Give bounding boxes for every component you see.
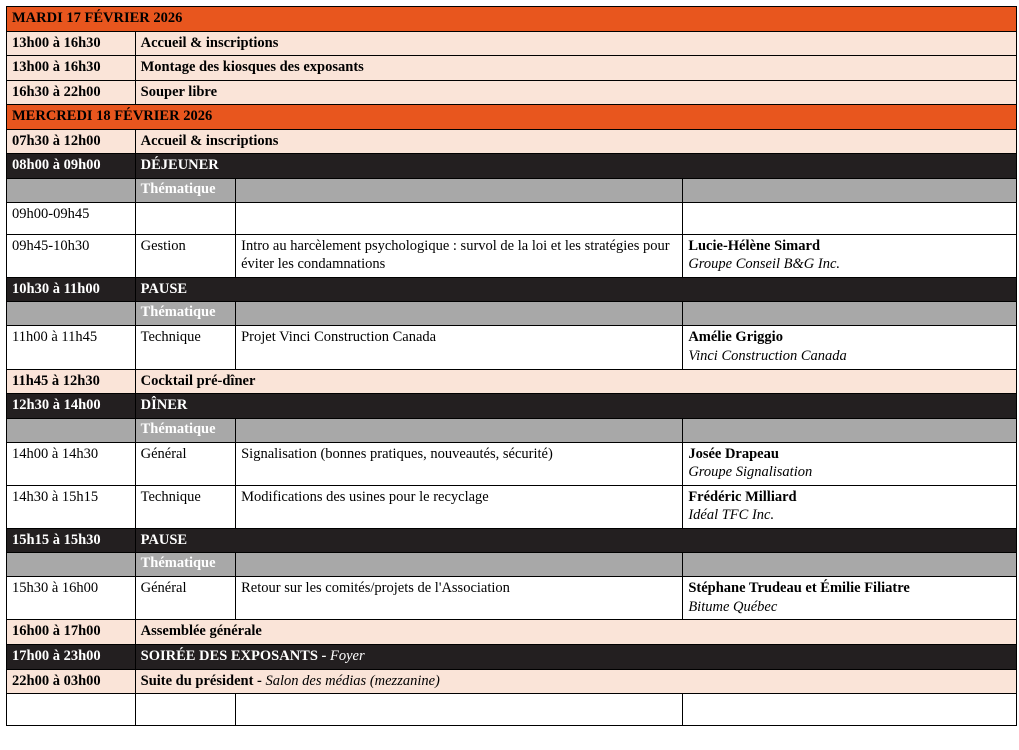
meal-row bbox=[7, 277, 1017, 302]
time-cell: 11h00 à 11h45 bbox=[7, 326, 136, 369]
header-blank-cell bbox=[236, 553, 683, 577]
activity-label bbox=[135, 645, 1016, 670]
presenter-name: Josée Drapeau bbox=[688, 445, 779, 462]
presenter-name: Amélie Griggio bbox=[688, 329, 783, 346]
header-blank-cell bbox=[683, 302, 1017, 326]
header-blank-cell bbox=[683, 553, 1017, 577]
activity-label: Assemblée générale bbox=[135, 620, 1016, 645]
activity-label-text: SOIRÉE DES EXPOSANTS - bbox=[140, 648, 330, 665]
break-row bbox=[7, 129, 1017, 154]
presenter-name: Stéphane Trudeau et Émilie Filiatre bbox=[688, 580, 910, 597]
spacer-cell bbox=[236, 694, 683, 726]
break-row bbox=[7, 669, 1017, 694]
session-row bbox=[7, 234, 1017, 277]
time-cell: 12h30 à 14h00 bbox=[7, 394, 136, 419]
presenter-cell bbox=[683, 202, 1017, 234]
activity-label: Souper libre bbox=[135, 80, 1016, 105]
theme-cell: Gestion bbox=[135, 234, 235, 277]
thematique-header: Thématique bbox=[135, 418, 235, 442]
time-cell: 11h45 à 12h30 bbox=[7, 369, 136, 394]
thematique-header: Thématique bbox=[135, 553, 235, 577]
break-row bbox=[7, 620, 1017, 645]
activity-label: DÎNER bbox=[135, 394, 1016, 419]
activity-label bbox=[135, 669, 1016, 694]
day-header-label: MERCREDI 18 FÉVRIER 2026 bbox=[7, 105, 1017, 130]
header-blank-cell bbox=[7, 178, 136, 202]
activity-label: Accueil & inscriptions bbox=[135, 31, 1016, 56]
activity-label: Cocktail pré-dîner bbox=[135, 369, 1016, 394]
presenter-cell bbox=[683, 326, 1017, 369]
header-blank-cell bbox=[236, 418, 683, 442]
time-cell: 13h00 à 16h30 bbox=[7, 56, 136, 81]
schedule-body bbox=[7, 7, 1017, 726]
session-row bbox=[7, 442, 1017, 485]
break-row bbox=[7, 80, 1017, 105]
session-row bbox=[7, 202, 1017, 234]
time-cell: 14h30 à 15h15 bbox=[7, 485, 136, 528]
description-cell bbox=[236, 202, 683, 234]
spacer-row bbox=[7, 694, 1017, 726]
time-cell: 15h30 à 16h00 bbox=[7, 577, 136, 620]
session-row bbox=[7, 577, 1017, 620]
time-cell: 07h30 à 12h00 bbox=[7, 129, 136, 154]
day-header-row bbox=[7, 105, 1017, 130]
presenter-cell bbox=[683, 577, 1017, 620]
description-cell: Intro au harcèlement psychologique : survol de la loi et les stratégies pour éviter les condamnations bbox=[236, 234, 683, 277]
presenter-name: Lucie-Hélène Simard bbox=[688, 237, 821, 254]
activity-label-text: Suite du président - bbox=[140, 672, 266, 689]
description-cell: Modifications des usines pour le recyclage bbox=[236, 485, 683, 528]
time-cell: 16h00 à 17h00 bbox=[7, 620, 136, 645]
section-header-row bbox=[7, 302, 1017, 326]
time-cell bbox=[7, 694, 136, 726]
meal-row bbox=[7, 645, 1017, 670]
activity-location: Foyer bbox=[329, 648, 365, 665]
theme-cell bbox=[135, 202, 235, 234]
time-cell: 14h00 à 14h30 bbox=[7, 442, 136, 485]
meal-row bbox=[7, 394, 1017, 419]
day-header-row bbox=[7, 7, 1017, 32]
thematique-header: Thématique bbox=[135, 302, 235, 326]
presenter-cell bbox=[683, 234, 1017, 277]
presenter-organization: Idéal TFC Inc. bbox=[688, 507, 775, 524]
theme-cell: Technique bbox=[135, 326, 235, 369]
session-row bbox=[7, 326, 1017, 369]
time-cell: 13h00 à 16h30 bbox=[7, 31, 136, 56]
section-header-row bbox=[7, 178, 1017, 202]
time-cell: 15h15 à 15h30 bbox=[7, 528, 136, 553]
theme-cell: Technique bbox=[135, 485, 235, 528]
presenter-organization: Groupe Signalisation bbox=[688, 464, 813, 481]
break-row bbox=[7, 31, 1017, 56]
header-blank-cell bbox=[7, 553, 136, 577]
activity-label: PAUSE bbox=[135, 528, 1016, 553]
meal-row bbox=[7, 154, 1017, 179]
thematique-header: Thématique bbox=[135, 178, 235, 202]
spacer-cell bbox=[683, 694, 1017, 726]
time-cell: 16h30 à 22h00 bbox=[7, 80, 136, 105]
activity-label: Montage des kiosques des exposants bbox=[135, 56, 1016, 81]
header-blank-cell bbox=[236, 178, 683, 202]
activity-label: DÉJEUNER bbox=[135, 154, 1016, 179]
activity-label: PAUSE bbox=[135, 277, 1016, 302]
time-cell: 22h00 à 03h00 bbox=[7, 669, 136, 694]
day-header-label: MARDI 17 FÉVRIER 2026 bbox=[7, 7, 1017, 32]
time-cell: 10h30 à 11h00 bbox=[7, 277, 136, 302]
header-blank-cell bbox=[236, 302, 683, 326]
presenter-organization: Vinci Construction Canada bbox=[688, 348, 847, 365]
header-blank-cell bbox=[683, 418, 1017, 442]
time-cell: 09h45-10h30 bbox=[7, 234, 136, 277]
theme-cell: Général bbox=[135, 577, 235, 620]
time-cell: 09h00-09h45 bbox=[7, 202, 136, 234]
section-header-row bbox=[7, 418, 1017, 442]
activity-label: Accueil & inscriptions bbox=[135, 129, 1016, 154]
activity-location: Salon des médias (mezzanine) bbox=[265, 672, 440, 689]
break-row bbox=[7, 56, 1017, 81]
presenter-cell bbox=[683, 485, 1017, 528]
header-blank-cell bbox=[7, 418, 136, 442]
presenter-organization: Bitume Québec bbox=[688, 598, 778, 615]
presenter-cell bbox=[683, 442, 1017, 485]
presenter-organization: Groupe Conseil B&G Inc. bbox=[688, 256, 841, 273]
description-cell: Projet Vinci Construction Canada bbox=[236, 326, 683, 369]
schedule-table bbox=[6, 6, 1017, 726]
session-row bbox=[7, 485, 1017, 528]
description-cell: Retour sur les comités/projets de l'Association bbox=[236, 577, 683, 620]
header-blank-cell bbox=[683, 178, 1017, 202]
time-cell: 17h00 à 23h00 bbox=[7, 645, 136, 670]
description-cell: Signalisation (bonnes pratiques, nouveautés, sécurité) bbox=[236, 442, 683, 485]
header-blank-cell bbox=[7, 302, 136, 326]
presenter-name: Frédéric Milliard bbox=[688, 488, 797, 505]
break-row bbox=[7, 369, 1017, 394]
meal-row bbox=[7, 528, 1017, 553]
spacer-cell bbox=[135, 694, 235, 726]
section-header-row bbox=[7, 553, 1017, 577]
theme-cell: Général bbox=[135, 442, 235, 485]
time-cell: 08h00 à 09h00 bbox=[7, 154, 136, 179]
